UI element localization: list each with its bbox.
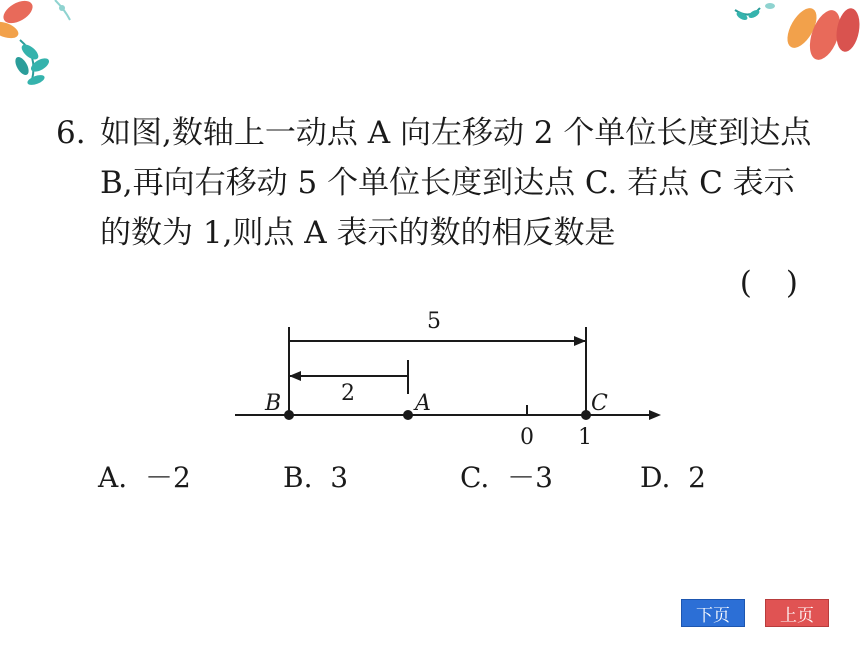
answer-paren-close: )	[785, 265, 798, 301]
tick-zero-label: 0	[520, 425, 534, 450]
question-number: 6.	[56, 115, 86, 151]
span-2-label: 2	[341, 381, 355, 406]
option-b-value: 3	[330, 461, 349, 494]
option-b[interactable]	[283, 458, 348, 498]
option-c-letter: C.	[460, 461, 490, 494]
span-5-arrowhead	[574, 336, 586, 346]
question-block	[56, 108, 822, 301]
option-b-letter: B.	[283, 461, 313, 494]
option-c[interactable]	[460, 458, 553, 498]
next-page-button[interactable]: 下页	[681, 599, 745, 627]
option-a-letter: A.	[98, 461, 128, 494]
point-c-dot	[581, 410, 591, 420]
leaf-decoration-left	[0, 0, 90, 95]
answer-blank	[740, 258, 798, 308]
number-line-figure	[225, 300, 675, 460]
option-d-letter: D.	[640, 461, 671, 494]
leaf-cluster-right-icon	[735, 3, 860, 64]
point-c-label: C	[591, 391, 608, 416]
leaf-decoration-right	[730, 0, 860, 75]
question-text: 如图,数轴上一动点 A 向左移动 2 个单位长度到达点 B,再向右移动 5 个单位长度到达点 C. 若点 C 表示的数为 1,则点 A 表示的数的相反数是	[100, 115, 822, 251]
point-a-dot	[403, 410, 413, 420]
point-a-label: A	[415, 391, 431, 416]
previous-page-button[interactable]: 上页	[765, 599, 829, 627]
span-5-label: 5	[427, 309, 441, 334]
option-d[interactable]	[640, 458, 706, 498]
axis-arrowhead	[649, 410, 661, 420]
option-a[interactable]	[98, 458, 191, 498]
option-a-value: －2	[144, 461, 191, 494]
answer-paren-open: (	[739, 265, 752, 301]
tick-one-label: 1	[578, 425, 592, 450]
span-2-arrowhead	[289, 371, 301, 381]
option-d-value: 2	[688, 461, 706, 494]
leaf-cluster-left-icon	[0, 0, 70, 87]
option-c-value: －3	[507, 461, 553, 494]
point-b-dot	[284, 410, 294, 420]
point-b-label: B	[265, 391, 282, 416]
